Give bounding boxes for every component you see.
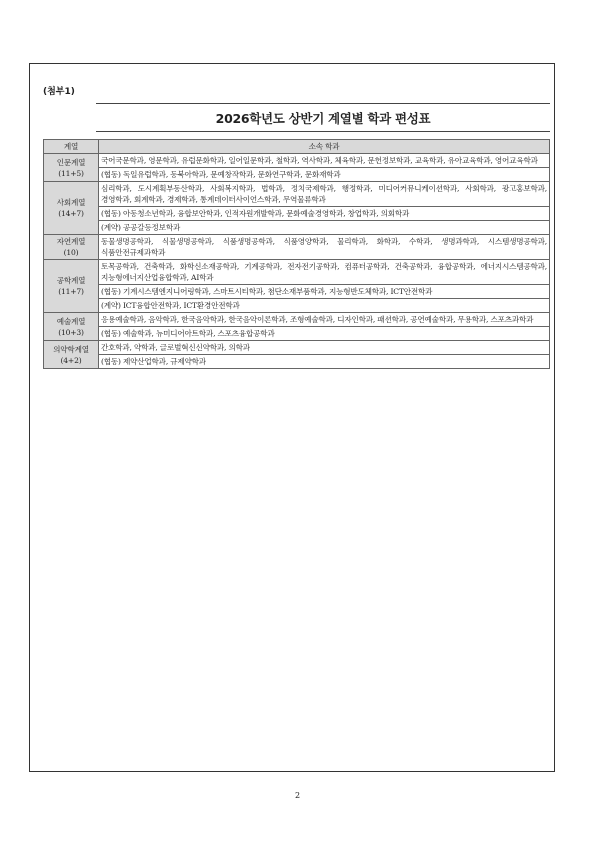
group-count: (11+7)	[58, 287, 84, 296]
table-row	[44, 207, 550, 221]
group-count: (11+5)	[58, 168, 84, 178]
department-list: (협동) 독일유럽학과, 동북아학과, 문예창작학과, 문화연구학과, 문화재학과	[99, 168, 550, 182]
group-cell-social	[44, 182, 99, 235]
document-title: 2026학년도 상반기 계열별 학과 편성표	[215, 110, 431, 126]
group-count: (14+7)	[58, 209, 84, 218]
department-list: 응용예술학과, 음악학과, 한국음악학과, 한국음악이론학과, 조형예술학과, 디자인학과, 패션학과, 공연예술학과, 무용학과, 스포츠과학과	[99, 313, 550, 327]
table-row	[44, 168, 550, 182]
group-name: 사회계열	[56, 198, 86, 207]
department-list: (계약) 공공갈등정보학과	[99, 221, 550, 235]
group-name: 예술계열	[56, 316, 86, 326]
department-list: 토목공학과, 건축학과, 화학신소재공학과, 기계공학과, 전자전기공학과, 컴퓨터공학과, 건축공학과, 융합공학과, 에너지시스템공학과, 지능형에너지산업융합학과, AI학과	[99, 260, 550, 285]
department-table	[43, 139, 550, 369]
group-count: (10+3)	[58, 327, 84, 337]
department-list: 간호학과, 약학과, 글로벌혁신신약학과, 의학과	[99, 341, 550, 355]
table-row	[44, 313, 550, 327]
table-row	[44, 341, 550, 355]
header-group: 계열	[44, 140, 99, 154]
department-list: 동물생명공학과, 식물생명공학과, 식품생명공학과, 식품영양학과, 물리학과, 화학과, 수학과, 생명과학과, 시스템생명공학과, 식품안전규제과학과	[99, 235, 550, 260]
group-name: 인문계열	[56, 157, 86, 167]
group-name: 자연계열	[56, 237, 86, 246]
table-row	[44, 154, 550, 168]
title-bar	[96, 103, 550, 132]
department-list: 국어국문학과, 영문학과, 유럽문화학과, 일어일문학과, 철학과, 역사학과, 체육학과, 문헌정보학과, 교육학과, 유아교육학과, 영어교육학과	[99, 154, 550, 168]
table-row	[44, 299, 550, 313]
table-row	[44, 355, 550, 369]
page-number: 2	[294, 791, 301, 800]
group-cell-humanities	[44, 154, 99, 182]
group-cell-arts	[44, 313, 99, 341]
group-count: (10)	[63, 248, 79, 257]
table-row	[44, 235, 550, 260]
group-name: 공학계열	[56, 276, 86, 285]
department-list: (협동) 아동청소년학과, 융합보안학과, 인적자원개발학과, 문화예술경영학과, 창업학과, 의회학과	[99, 207, 550, 221]
department-list: (협동) 제약산업학과, 규제약학과	[99, 355, 550, 369]
group-cell-natural	[44, 235, 99, 260]
header-departments: 소속 학과	[99, 140, 550, 154]
department-list: (협동) 기계시스템엔지니어링학과, 스마트시티학과, 첨단소재부품학과, 지능형반도체학과, ICT안전학과	[99, 285, 550, 299]
group-cell-engineering	[44, 260, 99, 313]
department-list: (계약) ICT융합안전학과, ICT환경안전학과	[99, 299, 550, 313]
table-header-row	[44, 140, 550, 154]
group-count: (4+2)	[60, 355, 82, 365]
table-row	[44, 221, 550, 235]
department-list: 심리학과, 도시계획부동산학과, 사회복지학과, 법학과, 정치국제학과, 행정학과, 미디어커뮤니케이션학과, 사회학과, 광고홍보학과, 경영학과, 회계학과, 경제학과, 통계데이터사이언스학과, 무역물류학과	[99, 182, 550, 207]
table-row	[44, 182, 550, 207]
table-row	[44, 260, 550, 285]
group-cell-medicine	[44, 341, 99, 369]
table-row	[44, 327, 550, 341]
attachment-label: (첨부1)	[43, 87, 75, 97]
table-row	[44, 285, 550, 299]
group-name: 의약학계열	[53, 344, 89, 354]
department-list: (협동) 예술학과, 뉴미디어아트학과, 스포츠융합공학과	[99, 327, 550, 341]
